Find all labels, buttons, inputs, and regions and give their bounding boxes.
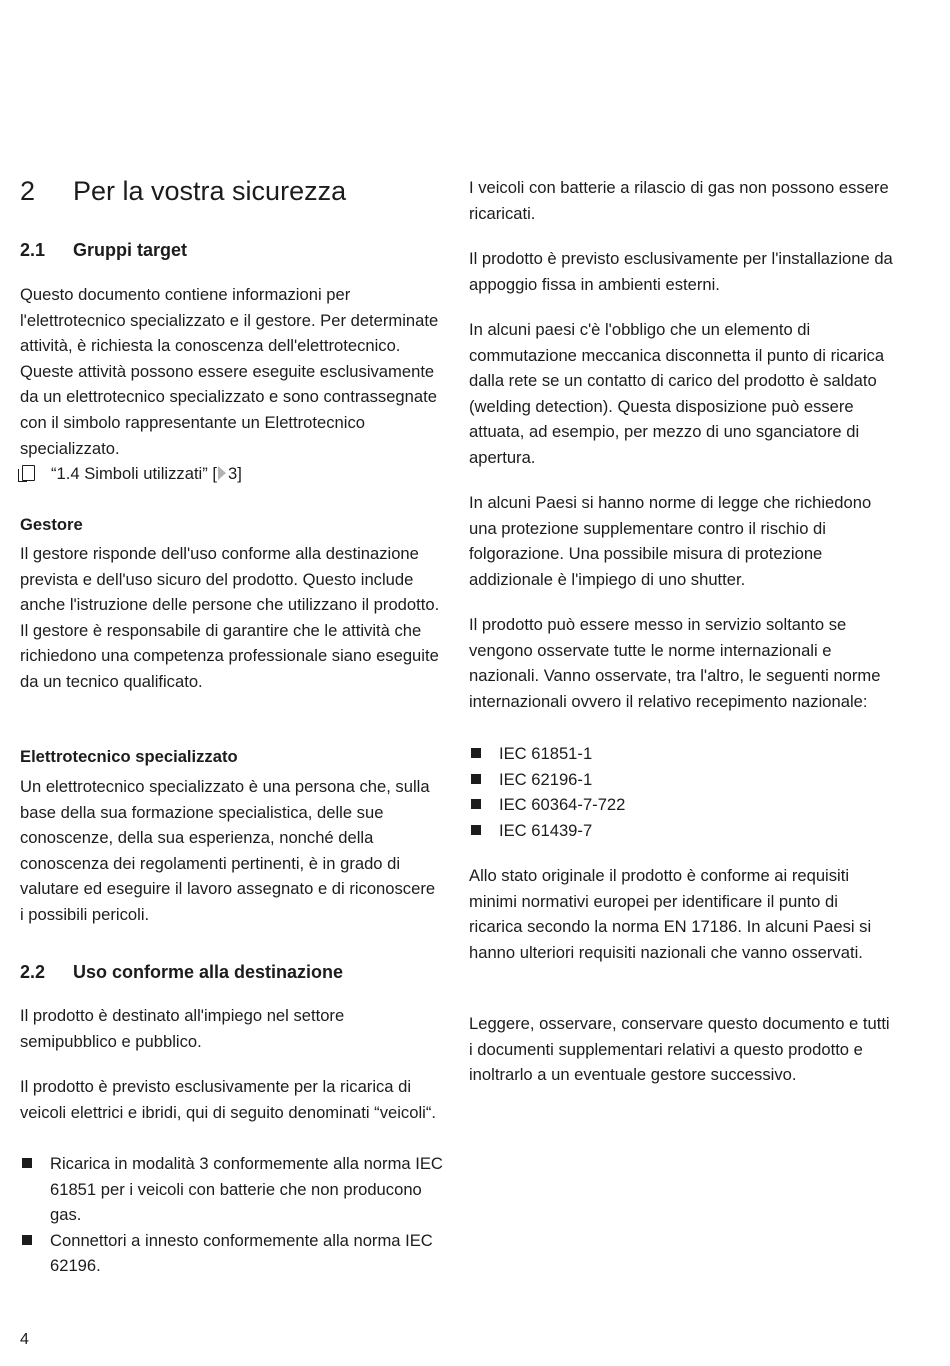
gestore-heading: Gestore (20, 515, 83, 534)
chapter-number: 2 (20, 176, 36, 206)
page-arrow-icon (218, 466, 226, 480)
list-item-text: Connettori a innesto conformemente alla norma IEC 62196. (50, 1230, 433, 1276)
elettrotecnico-text: Un elettrotecnico specializzato è una persona che, sulla base della sua formazione specialistica, delle sue conoscenze, della sua esperienza, nonché della conoscenza dei regolamenti pertinenti, è in grado di valutare ed eseguire il lavoro assegnato e di riconoscere i possibili pericoli. (20, 777, 436, 924)
right-p7: Leggere, osservare, conservare questo documento e tutti i documenti supplementari relativi a questo prodotto e inoltrarlo a un eventuale gestore successivo. (469, 1014, 890, 1085)
list-item-text: IEC 62196-1 (499, 769, 593, 789)
bullet-square-icon (471, 748, 481, 758)
section-2-2-number: 2.2 (20, 962, 46, 982)
list-item (469, 818, 894, 844)
page-number: 4 (20, 1331, 29, 1348)
list-item (20, 1228, 445, 1279)
list-item (469, 767, 894, 793)
section-2-1-title-text: Gruppi target (73, 240, 188, 260)
right-p3: In alcuni paesi c'è l'obbligo che un elemento di commutazione meccanica disconnetta il punto di ricarica dalla rete se un contatto di carico del prodotto è saldato (welding detection). Questa disposizione può essere attuata, ad esempio, per mezzo di uno sganciatore di apertura. (469, 320, 885, 467)
list-item-text: IEC 60364-7-722 (499, 795, 626, 815)
norms-list (469, 741, 894, 843)
gestore-text: Il gestore risponde dell'uso conforme alla destinazione prevista e dell'uso sicuro del prodotto. Questo include anche l'istruzione delle persone che utilizzano il prodotto. Il gestore è responsabile di garantire che le attività che richiedono una competenza professionale siano eseguite da un tecnico qualificato. (20, 544, 440, 691)
list-item-text: IEC 61851-1 (499, 744, 593, 763)
right-p6: Allo stato originale il prodotto è conforme ai requisiti minimi normativi europei per identificare il punto di ricarica secondo la norma EN 17186. In alcuni Paesi si hanno ulteriori requisiti nazionali che vanno osservati. (469, 866, 872, 962)
crossref-text: “1.4 Simboli utilizzati” [ (51, 464, 217, 483)
crossref-symbols[interactable] (22, 461, 242, 487)
right-p5: Il prodotto può essere messo in servizio soltanto se vengono osservate tutte le norme internazionali e nazionali. Vanno osservate, tra l'altro, le seguenti norme internazionali ovvero il relativo recepimento nazionale: (469, 615, 881, 711)
bullet-square-icon (471, 774, 481, 784)
bullet-square-icon (471, 799, 481, 809)
section-2-1-title (20, 237, 187, 263)
target-groups-intro: Questo documento contiene informazioni per l'elettrotecnico specializzato e il gestore. Per determinate attività, è richiesta la conoscenza dell'elettrotecnico. Queste attività possono essere eseguite esclusivamente da un elettrotecnico specializzato e sono contrassegnate con il simbolo rappresentante un Elettrotecnico specializzato. (20, 285, 439, 458)
section-2-1-number: 2.1 (20, 240, 46, 260)
list-item (20, 1151, 445, 1228)
right-p2: Il prodotto è previsto esclusivamente per l'installazione da appoggio fissa in ambienti esterni. (469, 249, 893, 294)
document-reference-icon (22, 465, 35, 481)
chapter-title-text: Per la vostra sicurezza (73, 176, 347, 206)
section-2-2-title-text: Uso conforme alla destinazione (73, 962, 344, 982)
bullet-square-icon (22, 1235, 32, 1245)
section-2-2-title (20, 959, 343, 985)
elettrotecnico-heading: Elettrotecnico specializzato (20, 747, 238, 766)
list-item (469, 741, 894, 767)
bullet-square-icon (22, 1158, 32, 1168)
right-p4: In alcuni Paesi si hanno norme di legge che richiedono una protezione supplementare contro il rischio di folgorazione. Una possibile misura di protezione addizionale è l'impiego di uno shutter. (469, 493, 872, 589)
crossref-page: 3] (228, 464, 242, 483)
list-item-text: IEC 61439-7 (499, 820, 593, 840)
charging-requirements-list (20, 1151, 445, 1279)
intended-use-p1: Il prodotto è destinato all'impiego nel settore semipubblico e pubblico. (20, 1006, 345, 1051)
intended-use-p2: Il prodotto è previsto esclusivamente per la ricarica di veicoli elettrici e ibridi, qui di seguito denominati “veicoli“. (20, 1077, 436, 1122)
list-item (469, 792, 894, 818)
list-item-text: Ricarica in modalità 3 conformemente alla norma IEC 61851 per i veicoli con batterie che non producono gas. (50, 1154, 443, 1225)
chapter-title (20, 172, 346, 210)
bullet-square-icon (471, 825, 481, 835)
right-p1: I veicoli con batterie a rilascio di gas non possono essere ricaricati. (469, 178, 889, 223)
